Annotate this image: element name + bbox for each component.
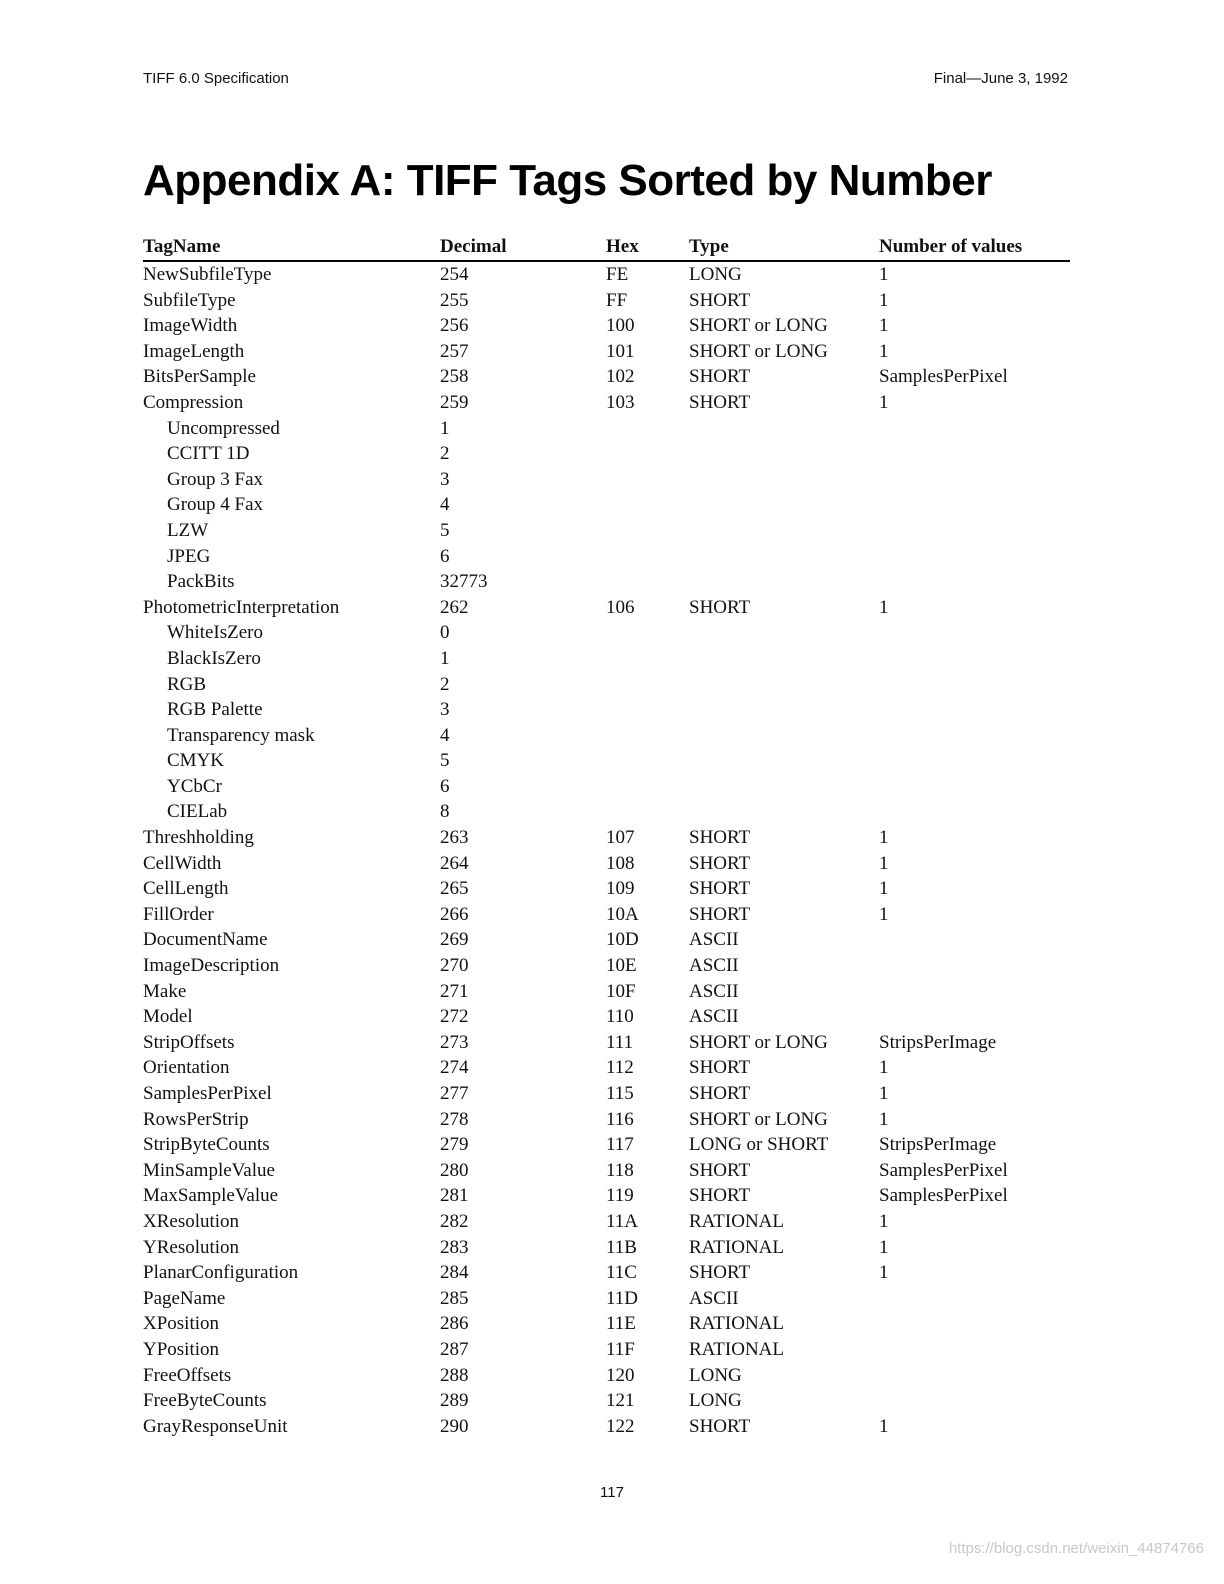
table-subrow: [143, 441, 1070, 467]
cell-decimal: 271: [440, 980, 469, 1002]
cell-tagname: Model: [143, 1006, 193, 1028]
cell-tagname: RowsPerStrip: [143, 1108, 249, 1130]
cell-number-of-values: SamplesPerPixel: [879, 366, 1008, 388]
cell-decimal: 6: [440, 545, 450, 567]
header-number-of-values: Number of values: [879, 236, 1023, 257]
table-row: [143, 876, 1070, 902]
cell-decimal: 289: [440, 1390, 469, 1412]
cell-hex: FF: [606, 289, 628, 311]
cell-type: RATIONAL: [689, 1236, 784, 1258]
cell-hex: 119: [606, 1185, 634, 1207]
cell-tagname: CCITT 1D: [167, 443, 250, 465]
cell-tagname: Group 3 Fax: [167, 468, 264, 490]
cell-type: LONG: [689, 1364, 742, 1386]
table-subrow: [143, 569, 1070, 595]
cell-hex: 121: [606, 1390, 635, 1412]
cell-tagname: BlackIsZero: [167, 647, 261, 669]
cell-tagname: StripByteCounts: [143, 1134, 270, 1156]
table-subrow: [143, 646, 1070, 672]
cell-decimal: 2: [440, 443, 450, 465]
cell-decimal: 3: [440, 699, 450, 721]
cell-hex: 11E: [606, 1313, 636, 1335]
header-type: Type: [689, 236, 729, 257]
cell-tagname: XPosition: [143, 1313, 220, 1335]
table-subrow: [143, 748, 1070, 774]
cell-decimal: 277: [440, 1083, 469, 1104]
table-row: [143, 288, 1070, 314]
cell-decimal: 4: [440, 724, 450, 746]
cell-decimal: 5: [440, 750, 450, 772]
cell-decimal: 4: [440, 494, 450, 516]
cell-decimal: 269: [440, 929, 469, 951]
cell-tagname: Make: [143, 980, 187, 1002]
table-row: [143, 1132, 1070, 1158]
cell-number-of-values: 1: [879, 878, 889, 900]
cell-decimal: 6: [440, 775, 450, 797]
cell-hex: 117: [606, 1134, 634, 1156]
cell-decimal: 287: [440, 1338, 469, 1360]
cell-hex: 11C: [606, 1262, 637, 1284]
cell-type: SHORT: [689, 1057, 751, 1079]
cell-hex: 10F: [606, 980, 636, 1002]
cell-hex: 111: [606, 1031, 634, 1053]
cell-tagname: FreeOffsets: [143, 1364, 232, 1386]
table-subrow: [143, 467, 1070, 493]
table-row: [143, 979, 1070, 1005]
cell-hex: 10A: [606, 903, 639, 925]
cell-decimal: 257: [440, 340, 469, 362]
cell-tagname: CellLength: [143, 878, 229, 900]
cell-number-of-values: 1: [879, 1236, 889, 1258]
table-subrow: [143, 544, 1070, 570]
table-row: [143, 1260, 1070, 1286]
running-header-left: TIFF 6.0 Specification: [143, 70, 289, 87]
table-row: [143, 927, 1070, 953]
cell-type: SHORT: [689, 289, 751, 311]
cell-tagname: GrayResponseUnit: [143, 1415, 288, 1437]
cell-tagname: FreeByteCounts: [143, 1390, 267, 1412]
cell-hex: 107: [606, 827, 635, 849]
cell-type: LONG: [689, 1390, 742, 1412]
cell-type: ASCII: [689, 1006, 739, 1028]
cell-number-of-values: 1: [879, 827, 889, 849]
page-number: 117: [600, 1484, 624, 1501]
cell-decimal: 282: [440, 1210, 469, 1232]
cell-type: SHORT: [689, 1159, 751, 1181]
cell-tagname: DocumentName: [143, 929, 268, 951]
cell-tagname: FillOrder: [143, 903, 214, 925]
running-header-right: Final—June 3, 1992: [933, 70, 1068, 87]
cell-decimal: 259: [440, 391, 469, 413]
table-subrow: [143, 620, 1070, 646]
table-subrow: [143, 774, 1070, 800]
cell-number-of-values: 1: [879, 340, 889, 362]
header-decimal: Decimal: [440, 236, 507, 257]
cell-tagname: MaxSampleValue: [143, 1185, 279, 1207]
cell-decimal: 256: [440, 315, 469, 337]
cell-decimal: 290: [440, 1415, 469, 1437]
cell-hex: 108: [606, 852, 635, 874]
cell-decimal: 288: [440, 1364, 469, 1386]
cell-number-of-values: 1: [879, 852, 889, 874]
cell-hex: 106: [606, 596, 635, 618]
table-row: [143, 1337, 1070, 1363]
cell-decimal: 255: [440, 289, 469, 311]
cell-type: SHORT: [689, 391, 751, 413]
table-row: [143, 364, 1070, 390]
cell-number-of-values: 1: [879, 1262, 889, 1284]
cell-hex: 11D: [606, 1287, 639, 1309]
cell-number-of-values: 1: [879, 289, 889, 311]
table-row: [143, 1311, 1070, 1337]
cell-type: ASCII: [689, 980, 739, 1002]
cell-decimal: 280: [440, 1159, 469, 1181]
cell-number-of-values: 1: [879, 264, 889, 285]
table-subrow: [143, 518, 1070, 544]
cell-decimal: 32773: [440, 571, 488, 593]
cell-tagname: Orientation: [143, 1057, 230, 1079]
cell-hex: 102: [606, 366, 635, 388]
cell-type: RATIONAL: [689, 1338, 784, 1360]
cell-number-of-values: StripsPerImage: [879, 1031, 997, 1053]
cell-hex: 115: [606, 1083, 634, 1104]
cell-decimal: 262: [440, 596, 469, 618]
cell-hex: 116: [606, 1108, 634, 1130]
cell-tagname: SubfileType: [143, 289, 236, 311]
cell-type: ASCII: [689, 1287, 739, 1309]
cell-tagname: ImageLength: [143, 340, 245, 362]
table-row: [143, 1107, 1070, 1133]
cell-number-of-values: 1: [879, 315, 889, 337]
cell-hex: 112: [606, 1057, 634, 1079]
cell-tagname: YPosition: [143, 1338, 220, 1360]
cell-decimal: 273: [440, 1031, 469, 1053]
cell-tagname: PageName: [143, 1287, 226, 1309]
cell-type: SHORT: [689, 852, 751, 874]
cell-number-of-values: 1: [879, 391, 889, 413]
table-row: [143, 390, 1070, 416]
table-row: [143, 953, 1070, 979]
cell-decimal: 270: [440, 955, 469, 977]
cell-decimal: 254: [440, 264, 469, 285]
table-subrow: [143, 492, 1070, 518]
table-row: [143, 1055, 1070, 1081]
cell-type: SHORT: [689, 1185, 751, 1207]
cell-decimal: 0: [440, 622, 450, 644]
page-title: Appendix A: TIFF Tags Sorted by Number: [143, 156, 992, 205]
cell-type: SHORT or LONG: [689, 1031, 828, 1053]
cell-type: LONG: [689, 264, 742, 285]
cell-decimal: 258: [440, 366, 469, 388]
cell-number-of-values: SamplesPerPixel: [879, 1159, 1008, 1181]
table-row: [143, 1286, 1070, 1312]
cell-decimal: 264: [440, 852, 469, 874]
cell-decimal: 286: [440, 1313, 469, 1335]
table-row: [143, 1158, 1070, 1184]
cell-tagname: RGB: [167, 673, 207, 695]
cell-decimal: 274: [440, 1057, 469, 1079]
table-row: [143, 825, 1070, 851]
cell-tagname: Uncompressed: [167, 417, 280, 439]
cell-tagname: Transparency mask: [167, 724, 315, 746]
header-hex: Hex: [606, 236, 639, 257]
cell-hex: 10E: [606, 955, 637, 977]
cell-hex: 100: [606, 315, 635, 337]
cell-hex: 11F: [606, 1338, 635, 1360]
cell-tagname: LZW: [167, 519, 209, 541]
cell-type: ASCII: [689, 929, 739, 951]
cell-decimal: 283: [440, 1236, 469, 1258]
cell-tagname: PlanarConfiguration: [143, 1262, 299, 1284]
cell-decimal: 1: [440, 417, 450, 439]
cell-tagname: YResolution: [143, 1236, 240, 1258]
cell-number-of-values: 1: [879, 596, 889, 618]
cell-hex: 11A: [606, 1210, 639, 1232]
cell-number-of-values: 1: [879, 1108, 889, 1130]
cell-hex: 101: [606, 340, 635, 362]
cell-hex: 122: [606, 1415, 635, 1437]
cell-tagname: Threshholding: [143, 827, 254, 849]
watermark: https://blog.csdn.net/weixin_44874766: [948, 1540, 1204, 1557]
cell-type: LONG or SHORT: [689, 1134, 829, 1156]
cell-number-of-values: 1: [879, 903, 889, 925]
table-body: [143, 262, 1070, 1439]
cell-hex: 103: [606, 391, 635, 413]
cell-type: ASCII: [689, 955, 739, 977]
cell-decimal: 272: [440, 1006, 469, 1028]
table-row: [143, 313, 1070, 339]
table-row: [143, 1388, 1070, 1414]
cell-tagname: BitsPerSample: [143, 366, 256, 388]
table-row: [143, 1030, 1070, 1056]
cell-tagname: ImageWidth: [143, 315, 238, 337]
cell-tagname: PackBits: [167, 571, 235, 593]
table-row: [143, 1235, 1070, 1261]
table-subrow: [143, 416, 1070, 442]
cell-number-of-values: SamplesPerPixel: [879, 1185, 1008, 1207]
table-row: [143, 851, 1070, 877]
cell-decimal: 5: [440, 519, 450, 541]
cell-type: SHORT: [689, 1415, 751, 1437]
cell-decimal: 266: [440, 903, 469, 925]
cell-number-of-values: StripsPerImage: [879, 1134, 997, 1156]
cell-decimal: 1: [440, 647, 450, 669]
cell-type: SHORT or LONG: [689, 340, 828, 362]
cell-type: SHORT: [689, 1262, 751, 1284]
cell-tagname: WhiteIsZero: [167, 622, 264, 644]
cell-hex: 118: [606, 1159, 634, 1181]
cell-decimal: 285: [440, 1287, 469, 1309]
tag-table: [143, 236, 1070, 1439]
cell-number-of-values: 1: [879, 1083, 889, 1104]
table-row: [143, 902, 1070, 928]
cell-tagname: RGB Palette: [167, 699, 263, 721]
cell-tagname: NewSubfileType: [143, 264, 272, 285]
header-tagname: TagName: [143, 236, 221, 257]
table-row: [143, 1081, 1070, 1107]
cell-type: SHORT: [689, 878, 751, 900]
cell-decimal: 263: [440, 827, 469, 849]
table-row: [143, 1183, 1070, 1209]
table-row: [143, 1209, 1070, 1235]
cell-tagname: XResolution: [143, 1210, 240, 1232]
table-row: [143, 1004, 1070, 1030]
cell-tagname: Compression: [143, 391, 244, 413]
table-subrow: [143, 723, 1070, 749]
table-row: [143, 339, 1070, 365]
table-row: [143, 262, 1070, 288]
table-row: [143, 595, 1070, 621]
cell-type: SHORT: [689, 1083, 751, 1104]
cell-type: SHORT: [689, 366, 751, 388]
table-subrow: [143, 697, 1070, 723]
table-header: [143, 236, 1070, 262]
cell-number-of-values: 1: [879, 1210, 889, 1232]
table-subrow: [143, 672, 1070, 698]
cell-hex: 10D: [606, 929, 639, 951]
cell-tagname: SamplesPerPixel: [143, 1083, 272, 1104]
table-row: [143, 1363, 1070, 1389]
cell-decimal: 2: [440, 673, 450, 695]
cell-type: SHORT or LONG: [689, 1108, 828, 1130]
table-row: [143, 1414, 1070, 1440]
cell-type: SHORT: [689, 827, 751, 849]
cell-hex: 110: [606, 1006, 634, 1028]
cell-type: SHORT or LONG: [689, 315, 828, 337]
cell-tagname: PhotometricInterpretation: [143, 596, 340, 618]
cell-decimal: 8: [440, 801, 450, 823]
cell-number-of-values: 1: [879, 1057, 889, 1079]
cell-decimal: 281: [440, 1185, 469, 1207]
cell-number-of-values: 1: [879, 1415, 889, 1437]
table-subrow: [143, 799, 1070, 825]
cell-tagname: ImageDescription: [143, 955, 280, 977]
cell-type: RATIONAL: [689, 1313, 784, 1335]
cell-decimal: 284: [440, 1262, 469, 1284]
cell-tagname: Group 4 Fax: [167, 494, 264, 516]
cell-hex: 109: [606, 878, 635, 900]
cell-type: SHORT: [689, 596, 751, 618]
cell-tagname: CellWidth: [143, 852, 222, 874]
cell-hex: FE: [606, 264, 629, 285]
cell-hex: 120: [606, 1364, 635, 1386]
cell-type: RATIONAL: [689, 1210, 784, 1232]
cell-tagname: MinSampleValue: [143, 1159, 275, 1181]
cell-tagname: JPEG: [167, 545, 211, 567]
cell-tagname: CMYK: [167, 750, 225, 772]
cell-tagname: YCbCr: [167, 775, 222, 797]
cell-type: SHORT: [689, 903, 751, 925]
cell-decimal: 3: [440, 468, 450, 490]
cell-decimal: 278: [440, 1108, 469, 1130]
cell-tagname: CIELab: [167, 801, 228, 823]
cell-tagname: StripOffsets: [143, 1031, 235, 1053]
cell-decimal: 279: [440, 1134, 469, 1156]
cell-hex: 11B: [606, 1236, 637, 1258]
cell-decimal: 265: [440, 878, 469, 900]
